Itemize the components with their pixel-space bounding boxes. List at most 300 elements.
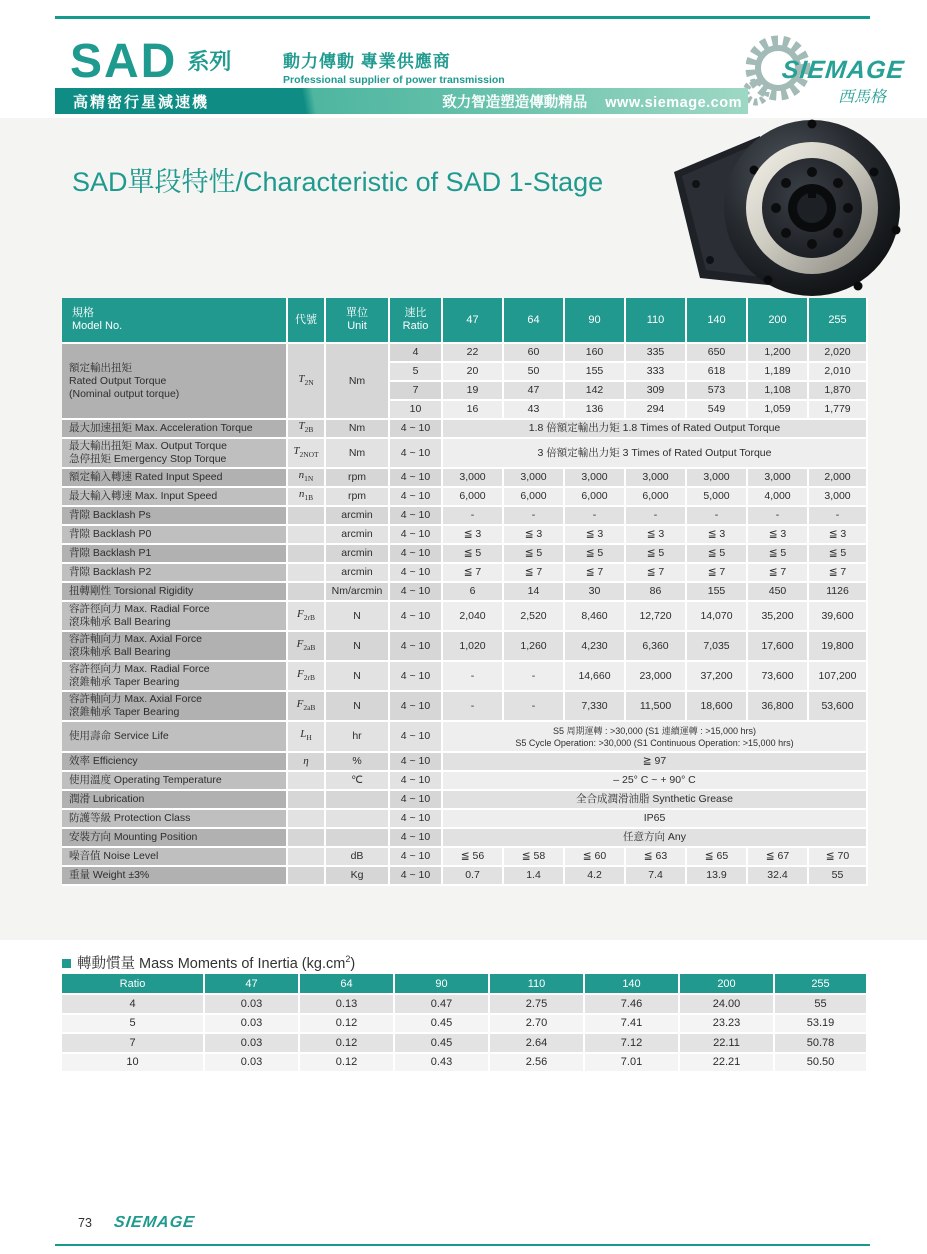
spec-value-cell: 1.4 <box>504 867 565 886</box>
spec-label-line: 最大輸出扭矩 Max. Output Torque <box>69 440 227 452</box>
spec-value-cell: 1,108 <box>748 382 809 401</box>
spec-span-line: 3 倍額定輸出力矩 3 Times of Rated Output Torque <box>537 446 772 459</box>
spec-value-cell: ≦ 5 <box>565 545 626 564</box>
spec-code-cell <box>288 753 326 772</box>
spec-code-cell <box>288 545 326 564</box>
symbol-sub: 2N <box>304 378 314 388</box>
spec-value-cell: ≦ 7 <box>626 564 687 583</box>
spec-value-cell: 3,000 <box>443 469 504 488</box>
inertia-value-cell: 7.46 <box>585 995 680 1015</box>
spec-value-cell: - <box>443 692 504 722</box>
spec-label-line: 滾珠軸承 Ball Bearing <box>69 646 171 658</box>
spec-unit-cell: % <box>326 753 390 772</box>
spec-value-cell: ≦ 5 <box>809 545 868 564</box>
spec-value-cell: ≦ 63 <box>626 848 687 867</box>
header-line: Model No. <box>72 320 123 332</box>
bullet-square-icon <box>62 959 71 968</box>
inertia-value-cell: 0.45 <box>395 1015 490 1035</box>
spec-row <box>62 753 868 772</box>
symbol-sub: 1B <box>304 493 314 503</box>
spec-value-cell: ≦ 5 <box>504 545 565 564</box>
spec-value-cell: - <box>504 692 565 722</box>
spec-label-line: 潤滑 Lubrication <box>69 793 145 805</box>
spec-ratio-cell: 4 ~ 10 <box>390 829 443 848</box>
spec-value-cell: 11,500 <box>626 692 687 722</box>
symbol-code: $F_{2rB}$ <box>297 607 315 623</box>
spec-value-cell: 50 <box>504 363 565 382</box>
spec-row <box>62 545 868 564</box>
inertia-value-cell: 53.19 <box>775 1015 868 1035</box>
spec-code-cell <box>288 662 326 692</box>
spec-value-cell: 294 <box>626 401 687 420</box>
inertia-value-cell: 7 <box>62 1034 205 1054</box>
spec-label-line: 額定輸出扭矩 <box>69 361 132 374</box>
spec-label-line: 背隙 Backlash P0 <box>69 528 152 540</box>
spec-label-line: 容許徑向力 Max. Radial Force <box>69 663 210 675</box>
spec-span-line: – 25° C ~ + 90° C <box>613 774 696 786</box>
inertia-value-cell: 0.12 <box>300 1015 395 1035</box>
symbol-sub: 2aB <box>303 643 316 653</box>
spec-value-cell: 0.7 <box>443 867 504 886</box>
spec-span-value-cell <box>443 829 868 848</box>
spec-label-cell <box>62 722 288 753</box>
spec-label-cell <box>62 469 288 488</box>
spec-value-cell: 55 <box>809 867 868 886</box>
spec-code-cell <box>288 564 326 583</box>
spec-value-cell: 60 <box>504 344 565 363</box>
spec-span-line: ≧ 97 <box>642 755 667 767</box>
spec-span-value-cell <box>443 722 868 753</box>
spec-span-line: IP65 <box>643 812 666 824</box>
spec-label-cell <box>62 662 288 692</box>
banner-left-text: 高精密行星減速機 <box>73 94 210 111</box>
spec-unit-cell: N <box>326 602 390 632</box>
symbol-sub: 2rB <box>303 613 315 623</box>
inertia-value-cell: 0.03 <box>205 1054 300 1074</box>
spec-value-cell: ≦ 56 <box>443 848 504 867</box>
brand-name-cn: 西馬格 <box>838 89 887 106</box>
spec-value-cell: 6,360 <box>626 632 687 662</box>
spec-unit-cell: Kg <box>326 867 390 886</box>
spec-value-cell: ≦ 3 <box>809 526 868 545</box>
inertia-value-cell: 50.78 <box>775 1034 868 1054</box>
tagline-cn: 動力傳動 專業供應商 <box>283 52 451 71</box>
spec-value-cell: ≦ 60 <box>565 848 626 867</box>
spec-ratio-cell: 4 ~ 10 <box>390 848 443 867</box>
spec-label-line: 容許徑向力 Max. Radial Force <box>69 603 210 615</box>
spec-row <box>62 439 868 469</box>
spec-code-cell <box>288 420 326 439</box>
spec-unit-cell: arcmin <box>326 564 390 583</box>
inertia-value-cell: 23.23 <box>680 1015 775 1035</box>
spec-value-cell: 107,200 <box>809 662 868 692</box>
inertia-header-cell: 90 <box>395 974 490 995</box>
inertia-value-cell: 0.45 <box>395 1034 490 1054</box>
spec-label-cell <box>62 753 288 772</box>
inertia-value-cell: 7.12 <box>585 1034 680 1054</box>
spec-unit-cell: hr <box>326 722 390 753</box>
footer-brand-logo: SIEMAGE <box>112 1214 196 1231</box>
spec-label-cell <box>62 344 288 420</box>
spec-value-cell: 2,000 <box>809 469 868 488</box>
inertia-value-cell: 24.00 <box>680 995 775 1015</box>
spec-label-line: 容許軸向力 Max. Axial Force <box>69 693 203 705</box>
spec-row <box>62 829 868 848</box>
spec-unit-cell: N <box>326 632 390 662</box>
spec-value-cell: 4.2 <box>565 867 626 886</box>
inertia-value-cell: 0.47 <box>395 995 490 1015</box>
spec-value-cell: ≦ 3 <box>748 526 809 545</box>
spec-label-cell <box>62 564 288 583</box>
spec-value-cell: 3,000 <box>748 469 809 488</box>
spec-value-cell: - <box>809 507 868 526</box>
spec-header-frame-size: 200 <box>748 298 809 344</box>
spec-value-cell: 7,035 <box>687 632 748 662</box>
spec-label-line: 背隙 Backlash P1 <box>69 547 152 559</box>
symbol-code: $T_{2NOT}$ <box>293 444 319 460</box>
spec-value-cell: - <box>443 662 504 692</box>
spec-label-cell <box>62 507 288 526</box>
spec-span-line: 1.8 倍額定輸出力矩 1.8 Times of Rated Output Torque <box>528 422 781 434</box>
spec-value-cell: - <box>687 507 748 526</box>
spec-value-cell: - <box>565 507 626 526</box>
spec-label-cell <box>62 791 288 810</box>
spec-ratio-cell: 4 ~ 10 <box>390 662 443 692</box>
spec-code-cell <box>288 344 326 420</box>
spec-value-cell: 3,000 <box>626 469 687 488</box>
spec-label-line: 額定輸入轉速 Rated Input Speed <box>69 471 223 483</box>
spec-value-cell: ≦ 3 <box>504 526 565 545</box>
inertia-header-cell: 200 <box>680 974 775 995</box>
inertia-header-cell: Ratio <box>62 974 205 995</box>
inertia-row <box>62 1015 868 1035</box>
spec-label-line: 容許軸向力 Max. Axial Force <box>69 633 203 645</box>
spec-header-frame-size: 110 <box>626 298 687 344</box>
bottom-divider <box>55 1244 870 1246</box>
inertia-value-cell: 7.01 <box>585 1054 680 1074</box>
spec-value-cell: - <box>504 662 565 692</box>
spec-span-value-cell <box>443 791 868 810</box>
spec-label-line: 防護等級 Protection Class <box>69 812 191 824</box>
spec-row <box>62 583 868 602</box>
spec-value-cell: 14 <box>504 583 565 602</box>
spec-row <box>62 602 868 632</box>
spec-value-cell: 36,800 <box>748 692 809 722</box>
spec-header-frame-size: 47 <box>443 298 504 344</box>
series-suffix: 系列 <box>187 49 232 74</box>
spec-unit-cell: dB <box>326 848 390 867</box>
spec-value-cell: 18,600 <box>687 692 748 722</box>
spec-value-cell: 30 <box>565 583 626 602</box>
spec-value-cell: ≦ 58 <box>504 848 565 867</box>
spec-code-cell <box>288 488 326 507</box>
symbol-code: $n_{1B}$ <box>298 488 314 503</box>
inertia-value-cell: 2.75 <box>490 995 585 1015</box>
spec-value-cell: 32.4 <box>748 867 809 886</box>
spec-value-cell: 1,260 <box>504 632 565 662</box>
spec-unit-cell: N <box>326 692 390 722</box>
product-photo <box>652 110 917 300</box>
banner-slogan: 致力智造塑造傳動精品 <box>442 94 588 111</box>
spec-value-cell: 19 <box>443 382 504 401</box>
tagline-en: Professional supplier of power transmission <box>283 74 505 86</box>
spec-label-line: 扭轉剛性 Torsional Rigidity <box>69 585 194 597</box>
spec-code-cell <box>288 867 326 886</box>
banner-right-text <box>442 91 748 112</box>
spec-label-cell <box>62 602 288 632</box>
spec-label-cell <box>62 545 288 564</box>
spec-value-cell: 333 <box>626 363 687 382</box>
spec-span-line: 全合成潤滑油脂 Synthetic Grease <box>576 793 733 805</box>
spec-value-cell: 43 <box>504 401 565 420</box>
spec-value-cell: 53,600 <box>809 692 868 722</box>
spec-header-ratio <box>390 298 443 344</box>
symbol-sub: 2NOT <box>299 450 319 460</box>
spec-code-cell <box>288 810 326 829</box>
inertia-value-cell: 0.03 <box>205 1034 300 1054</box>
spec-label-line: 背隙 Backlash Ps <box>69 509 151 521</box>
symbol-sub: 1N <box>304 474 314 484</box>
spec-value-cell: 17,600 <box>748 632 809 662</box>
spec-label-cell <box>62 810 288 829</box>
spec-value-cell: - <box>626 507 687 526</box>
spec-label-line: 使用溫度 Operating Temperature <box>69 774 222 786</box>
spec-unit-cell: Nm <box>326 439 390 469</box>
spec-unit-cell: arcmin <box>326 526 390 545</box>
inertia-value-cell: 0.03 <box>205 1015 300 1035</box>
spec-row <box>62 488 868 507</box>
spec-value-cell: ≦ 7 <box>504 564 565 583</box>
spec-code-cell <box>288 439 326 469</box>
spec-ratio-cell: 4 ~ 10 <box>390 564 443 583</box>
spec-unit-cell: Nm <box>326 420 390 439</box>
company-tagline <box>283 47 505 86</box>
symbol-code: $F_{2rB}$ <box>297 667 315 683</box>
spec-value-cell: 309 <box>626 382 687 401</box>
spec-label-cell <box>62 692 288 722</box>
spec-value-cell: 13.9 <box>687 867 748 886</box>
spec-row <box>62 722 868 753</box>
inertia-value-cell: 22.11 <box>680 1034 775 1054</box>
spec-span-line: S5 周期運轉 : >30,000 (S1 連續運轉 : >15,000 hrs) <box>552 725 757 736</box>
spec-code-cell <box>288 692 326 722</box>
spec-ratio-cell: 4 ~ 10 <box>390 602 443 632</box>
spec-row <box>62 564 868 583</box>
spec-label-cell <box>62 829 288 848</box>
spec-value-cell: 1,779 <box>809 401 868 420</box>
spec-value-cell: ≦ 5 <box>748 545 809 564</box>
spec-unit-cell: rpm <box>326 469 390 488</box>
spec-ratio-cell: 4 ~ 10 <box>390 488 443 507</box>
spec-ratio-cell: 4 ~ 10 <box>390 791 443 810</box>
spec-value-cell: ≦ 70 <box>809 848 868 867</box>
spec-value-cell: 155 <box>565 363 626 382</box>
spec-header-model <box>62 298 288 344</box>
spec-value-cell: 618 <box>687 363 748 382</box>
spec-value-cell: 39,600 <box>809 602 868 632</box>
inertia-section-title <box>62 952 355 973</box>
spec-row <box>62 526 868 545</box>
spec-value-cell: 23,000 <box>626 662 687 692</box>
spec-label-line: 使用壽命 Service Life <box>69 730 169 742</box>
inertia-title-suffix: ) <box>350 956 356 972</box>
spec-row <box>62 848 868 867</box>
symbol-code: $T_{2N}$ <box>298 372 314 388</box>
spec-value-cell: ≦ 3 <box>565 526 626 545</box>
spec-span-value-cell <box>443 772 868 791</box>
spec-table <box>62 298 868 886</box>
inertia-value-cell: 5 <box>62 1015 205 1035</box>
spec-ratio-cell: 4 ~ 10 <box>390 545 443 564</box>
inertia-value-cell: 10 <box>62 1054 205 1074</box>
page-number: 73 <box>78 1216 92 1230</box>
spec-value-cell: ≦ 3 <box>687 526 748 545</box>
inertia-header-cell: 47 <box>205 974 300 995</box>
spec-code-cell <box>288 722 326 753</box>
spec-header-frame-size: 140 <box>687 298 748 344</box>
spec-label-line: Rated Output Torque <box>69 374 167 387</box>
inertia-row <box>62 1054 868 1074</box>
spec-value-cell: 155 <box>687 583 748 602</box>
series-title <box>70 34 231 89</box>
header-line: 單位 <box>346 307 368 319</box>
spec-value-cell: 6,000 <box>443 488 504 507</box>
spec-ratio-cell: 5 <box>390 363 443 382</box>
inertia-value-cell: 2.70 <box>490 1015 585 1035</box>
spec-value-cell: 1,059 <box>748 401 809 420</box>
spec-label-line: 滾錐軸承 Taper Bearing <box>69 676 180 688</box>
spec-unit-cell <box>326 791 390 810</box>
spec-value-cell: 1126 <box>809 583 868 602</box>
spec-ratio-cell: 10 <box>390 401 443 420</box>
spec-unit-cell: ℃ <box>326 772 390 791</box>
spec-unit-cell <box>326 829 390 848</box>
page-title: SAD單段特性/Characteristic of SAD 1-Stage <box>72 167 604 197</box>
spec-value-cell: 5,000 <box>687 488 748 507</box>
spec-unit-cell: arcmin <box>326 507 390 526</box>
spec-ratio-cell: 7 <box>390 382 443 401</box>
inertia-table-body <box>62 974 868 1073</box>
spec-unit-cell: Nm <box>326 344 390 420</box>
spec-value-cell: ≦ 5 <box>626 545 687 564</box>
spec-value-cell: 136 <box>565 401 626 420</box>
spec-value-cell: 3,000 <box>687 469 748 488</box>
spec-label-line: 滾珠軸承 Ball Bearing <box>69 616 171 628</box>
spec-value-cell: 6,000 <box>626 488 687 507</box>
spec-value-cell: 12,720 <box>626 602 687 632</box>
spec-label-line: 安裝方向 Mounting Position <box>69 831 198 843</box>
spec-value-cell: 19,800 <box>809 632 868 662</box>
spec-label-line: 效率 Efficiency <box>69 755 138 767</box>
spec-code-cell <box>288 526 326 545</box>
spec-code-cell <box>288 583 326 602</box>
spec-span-value-cell <box>443 753 868 772</box>
series-name: SAD <box>70 35 178 88</box>
spec-row <box>62 791 868 810</box>
symbol-sub: 2rB <box>303 673 315 683</box>
spec-row <box>62 810 868 829</box>
spec-header-frame-size: 64 <box>504 298 565 344</box>
top-divider <box>55 16 870 19</box>
brand-logo <box>738 26 920 110</box>
header-banner <box>55 88 748 114</box>
spec-row <box>62 692 868 722</box>
inertia-value-cell: 2.64 <box>490 1034 585 1054</box>
spec-header-frame-size: 90 <box>565 298 626 344</box>
spec-value-cell: ≦ 3 <box>443 526 504 545</box>
spec-unit-cell: N <box>326 662 390 692</box>
spec-value-cell: 160 <box>565 344 626 363</box>
spec-code-cell <box>288 791 326 810</box>
spec-value-cell: 4,230 <box>565 632 626 662</box>
inertia-title-text: 轉動慣量 Mass Moments of Inertia (kg.cm <box>77 956 346 972</box>
spec-row <box>62 632 868 662</box>
inertia-value-cell: 0.12 <box>300 1034 395 1054</box>
spec-ratio-cell: 4 ~ 10 <box>390 507 443 526</box>
spec-value-cell: 6 <box>443 583 504 602</box>
spec-value-cell: 35,200 <box>748 602 809 632</box>
spec-value-cell: 47 <box>504 382 565 401</box>
spec-ratio-cell: 4 ~ 10 <box>390 632 443 662</box>
inertia-title-sup: 2 <box>345 954 351 965</box>
spec-code-cell <box>288 829 326 848</box>
inertia-value-cell: 0.03 <box>205 995 300 1015</box>
spec-unit-cell: Nm/arcmin <box>326 583 390 602</box>
spec-value-cell: ≦ 67 <box>748 848 809 867</box>
spec-label-cell <box>62 632 288 662</box>
header-line: Unit <box>347 320 367 332</box>
spec-ratio-cell: 4 ~ 10 <box>390 722 443 753</box>
inertia-value-cell: 4 <box>62 995 205 1015</box>
inertia-row <box>62 995 868 1015</box>
symbol-code: $F_{2aB}$ <box>296 637 316 653</box>
spec-value-cell: 6,000 <box>565 488 626 507</box>
spec-value-cell: 7.4 <box>626 867 687 886</box>
spec-span-line: 任意方向 Any <box>622 831 686 843</box>
spec-value-cell: 2,020 <box>809 344 868 363</box>
symbol-code: $T_{2B}$ <box>298 420 314 435</box>
spec-span-value-cell <box>443 439 868 469</box>
inertia-header-cell: 140 <box>585 974 680 995</box>
spec-header-code: 代號 <box>288 298 326 344</box>
spec-value-cell: 1,870 <box>809 382 868 401</box>
symbol-sub: 2aB <box>303 703 316 713</box>
spec-value-cell: 4,000 <box>748 488 809 507</box>
spec-code-cell <box>288 602 326 632</box>
spec-value-cell: ≦ 7 <box>443 564 504 583</box>
symbol-code: $F_{2aB}$ <box>296 697 316 713</box>
spec-value-cell: - <box>443 507 504 526</box>
spec-value-cell: ≦ 7 <box>565 564 626 583</box>
spec-value-cell: 1,189 <box>748 363 809 382</box>
spec-unit-cell: rpm <box>326 488 390 507</box>
spec-label-line: 重量 Weight ±3% <box>69 869 150 881</box>
spec-value-cell: - <box>748 507 809 526</box>
spec-label-cell <box>62 439 288 469</box>
spec-label-line: 最大加速扭矩 Max. Acceleration Torque <box>69 422 253 434</box>
spec-header-frame-size: 255 <box>809 298 868 344</box>
spec-ratio-cell: 4 ~ 10 <box>390 469 443 488</box>
spec-label-cell <box>62 583 288 602</box>
spec-label-cell <box>62 867 288 886</box>
spec-label-cell <box>62 848 288 867</box>
spec-unit-cell: arcmin <box>326 545 390 564</box>
spec-value-cell: 335 <box>626 344 687 363</box>
brand-name: SIEMAGE <box>780 56 906 84</box>
spec-value-cell: 2,010 <box>809 363 868 382</box>
spec-ratio-cell: 4 <box>390 344 443 363</box>
spec-span-line: S5 Cycle Operation: >30,000 (S1 Continuous Operation: >15,000 hrs) <box>515 737 794 748</box>
